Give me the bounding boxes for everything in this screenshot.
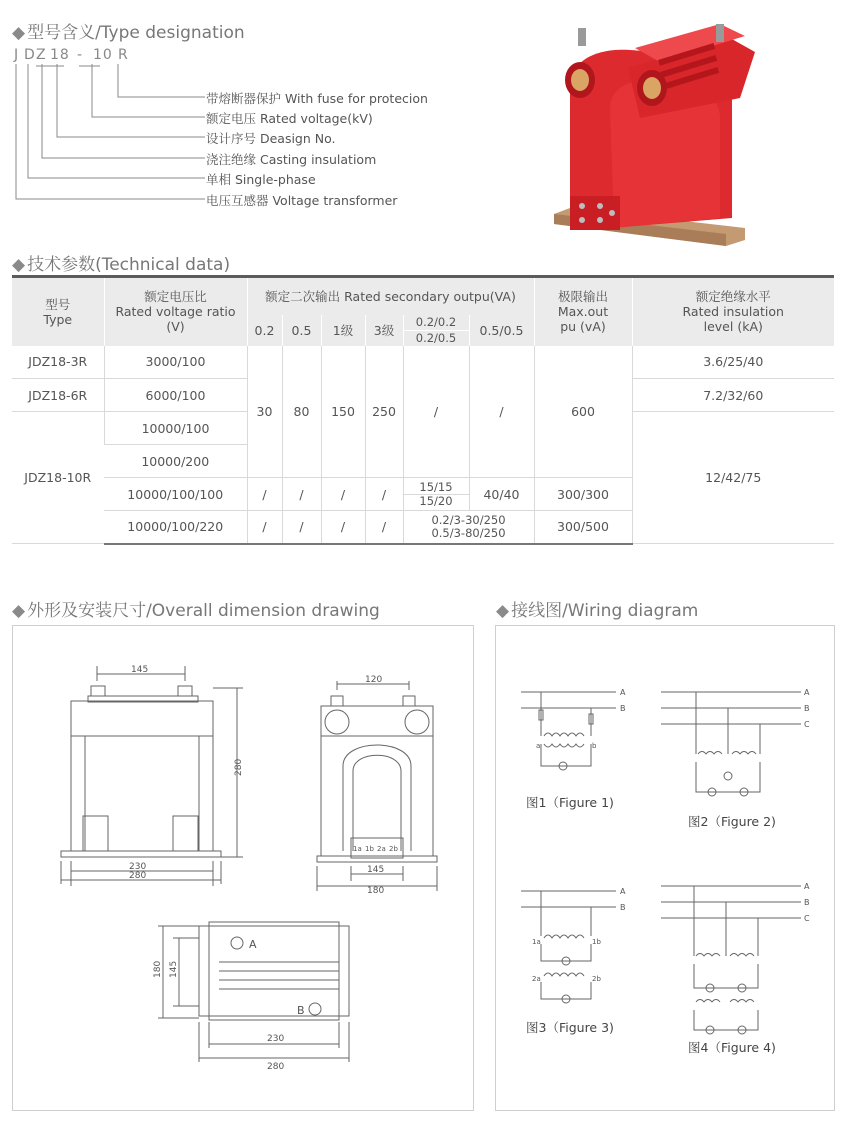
value-cell: 150 [321,346,365,478]
insulation-cell: 3.6/25/40 [632,346,834,379]
value-cell: / [247,478,282,511]
header-insulation: 额定绝缘水平 Rated insulation level (kA) [632,277,834,346]
value-cell: 250 [365,346,403,478]
terminal-label: 2a [377,845,386,853]
value-cell: 300/500 [534,511,632,544]
diamond-icon: ◆ [12,601,26,621]
value-cell: 15/15 15/20 [403,478,469,511]
product-image [540,18,780,248]
desc-voltage-transformer: 电压互感器 Voltage transformer [206,193,398,208]
wiring-panel [495,625,835,1111]
term-label: 2a [532,975,541,983]
value-cell: / [282,511,321,544]
line-label: A [804,882,810,891]
value-cell: 600 [534,346,632,478]
dim-label: 180 [367,886,385,896]
dim-label: 145 [367,865,385,875]
header-model: 型号 Type [12,277,104,346]
line-label: A [804,688,810,697]
model-cell: JDZ18-3R [12,346,104,379]
technical-data-table [12,275,834,545]
term-label: b [592,742,597,750]
header-class3: 3级 [365,315,403,346]
header-0-5-0-5: 0.5/0.5 [469,315,534,346]
desc-rated-voltage: 额定电压 Rated voltage(kV) [206,111,373,126]
terminal-label: 1b [365,845,374,853]
line-label: C [804,720,810,729]
ratio-cell: 10000/100 [104,412,247,445]
desc-casting: 浇注绝缘 Casting insulatiom [206,152,377,167]
header-maxout: 极限输出 Max.out pu (vA) [534,277,632,346]
type-designation-title: ◆ 型号含义/Type designation [12,23,245,43]
terminal-label: 2b [389,845,398,853]
code-d: D [24,47,36,63]
dimension-drawing [13,626,473,1110]
value-cell: / [365,478,403,511]
header-class1: 1级 [321,315,365,346]
dim-label: 145 [169,960,179,978]
value-cell: / [282,478,321,511]
desc-fuse: 带熔断器保护 With fuse for protecion [206,91,428,106]
figure-1-caption: 图1（Figure 1) [526,795,614,810]
code-10: 10 [93,47,113,63]
dim-label: 280 [234,758,244,776]
value-cell: / [247,511,282,544]
value-cell: 40/40 [469,478,534,511]
model-cell: JDZ18-10R [12,412,104,544]
header-0-2: 0.2 [247,315,282,346]
ratio-cell: 10000/100/100 [104,478,247,511]
insulation-cell: 7.2/32/60 [632,379,834,412]
mark-label: A [249,938,257,951]
desc-design-no: 设计序号 Deasign No. [206,131,336,146]
header-dual: 0.2/0.2 0.2/0.5 [403,315,469,346]
line-label: B [804,704,810,713]
technical-data-title: ◆ 技术参数(Technical data) [12,255,231,275]
diamond-icon: ◆ [12,255,26,275]
dim-label: 280 [129,871,147,881]
wiring-title: ◆ 接线图/Wiring diagram [496,601,699,621]
diamond-icon: ◆ [12,23,26,43]
term-label: 1a [532,938,541,946]
code-r: R [118,47,129,63]
value-cell: 300/300 [534,478,632,511]
value-cell: 30 [247,346,282,478]
figure-3-caption: 图3（Figure 3) [526,1020,614,1035]
wiring-drawing [496,626,834,1110]
line-label: A [620,688,626,697]
value-cell: / [365,511,403,544]
dimension-panel [12,625,474,1111]
ratio-cell: 6000/100 [104,379,247,412]
table-row [12,346,834,379]
value-cell: / [469,346,534,478]
dim-label: 120 [365,675,383,685]
value-cell: / [403,346,469,478]
dim-label: 230 [267,1034,285,1044]
header-ratio: 额定电压比 Rated voltage ratio (V) [104,277,247,346]
terminal-label: 1a [353,845,362,853]
mark-label: B [297,1004,305,1017]
value-cell: 0.2/3-30/250 0.5/3-80/250 [403,511,534,544]
model-cell: JDZ18-6R [12,379,104,412]
desc-single-phase: 单相 Single-phase [206,172,316,187]
code-j: J [14,47,20,63]
figure-4-caption: 图4（Figure 4) [688,1040,776,1055]
line-label: B [804,898,810,907]
dim-label: 145 [131,665,149,675]
dimension-title: ◆ 外形及安装尺寸/Overall dimension drawing [12,601,380,621]
ratio-cell: 10000/100/220 [104,511,247,544]
term-label: a [536,742,541,750]
ratio-cell: 10000/200 [104,445,247,478]
ratio-cell: 3000/100 [104,346,247,379]
insulation-cell: 12/42/75 [632,412,834,544]
term-label: 1b [592,938,601,946]
dim-label: 230 [129,862,147,872]
value-cell: / [321,511,365,544]
diamond-icon: ◆ [496,601,510,621]
code-dash: - [77,47,84,63]
designation-leader-lines [0,0,210,215]
line-label: C [804,914,810,923]
code-18: 18 [50,47,70,63]
line-label: B [620,903,626,912]
line-label: A [620,887,626,896]
term-label: 2b [592,975,601,983]
code-z: Z [36,47,47,63]
figure-2-caption: 图2（Figure 2) [688,814,776,829]
value-cell: 80 [282,346,321,478]
header-0-5: 0.5 [282,315,321,346]
header-secondary: 额定二次输出 Rated secondary outpu(VA) [247,277,534,315]
line-label: B [620,704,626,713]
dim-label: 280 [267,1062,285,1072]
value-cell: / [321,478,365,511]
dim-label: 180 [153,960,163,978]
